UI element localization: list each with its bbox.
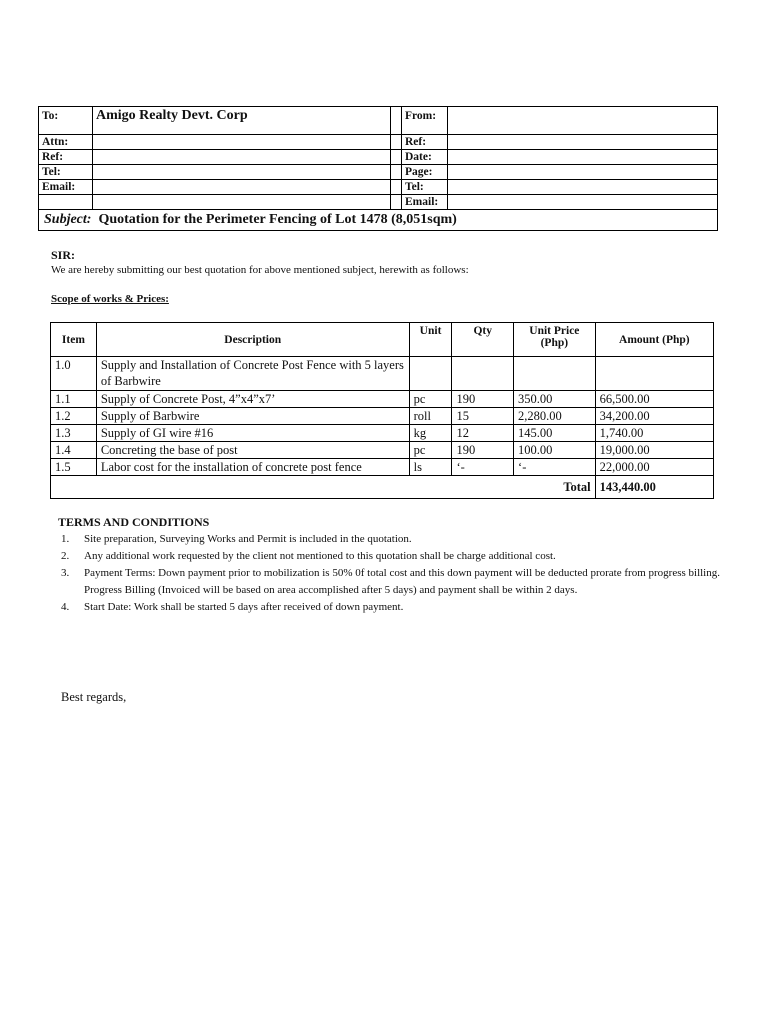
subject-line: Subject: Quotation for the Perimeter Fencing of Lot 1478 (8,051sqm) [39, 210, 718, 231]
col-description-header: Description [96, 323, 409, 357]
terms-list [58, 531, 726, 616]
email-value-left [93, 180, 391, 195]
email-label-right: Email: [402, 195, 448, 210]
tel-value-left [93, 165, 391, 180]
unit-price-cell: 145.00 [514, 425, 596, 442]
to-label: To: [39, 107, 93, 135]
salutation: SIR: [51, 248, 76, 262]
tel-value-right [448, 180, 718, 195]
list-item [58, 565, 726, 599]
item-cell: 1.3 [51, 425, 97, 442]
terms-title: TERMS AND CONDITIONS [58, 515, 210, 529]
from-label: From: [402, 107, 448, 135]
qty-cell: ‘- [452, 459, 514, 476]
tel-label-right: Tel: [402, 180, 448, 195]
intro-text: We are hereby submitting our best quotation for above mentioned subject, herewith as follows: [51, 264, 469, 276]
header-spacer [391, 195, 402, 210]
page-label: Page: [402, 165, 448, 180]
table-row [51, 391, 714, 408]
ref-value-right [448, 135, 718, 150]
attn-value [93, 135, 391, 150]
ref-value-left [93, 150, 391, 165]
item-cell: 1.2 [51, 408, 97, 425]
email-label-left: Email: [39, 180, 93, 195]
header-spacer [391, 180, 402, 195]
amount-cell: 1,740.00 [595, 425, 713, 442]
ref-label-left: Ref: [39, 150, 93, 165]
amount-cell [595, 357, 713, 391]
description-cell: Supply of Concrete Post, 4”x4”x7’ [96, 391, 409, 408]
unit-cell: pc [409, 391, 452, 408]
item-cell: 1.5 [51, 459, 97, 476]
table-header-row [51, 323, 714, 357]
table-row [51, 442, 714, 459]
header-row-email [39, 180, 718, 195]
col-unit-price-header: Unit Price (Php) [514, 323, 596, 357]
scope-title: Scope of works & Prices: [51, 293, 169, 305]
email-value-right [448, 195, 718, 210]
description-cell: Supply and Installation of Concrete Post Fence with 5 layers of Barbwire [96, 357, 409, 391]
unit-price-cell: 2,280.00 [514, 408, 596, 425]
col-qty-header: Qty [452, 323, 514, 357]
attn-label: Attn: [39, 135, 93, 150]
total-label: Total [51, 476, 596, 499]
table-row [51, 357, 714, 391]
header-row-attn [39, 135, 718, 150]
term-text: Site preparation, Surveying Works and Permit is included in the quotation. [84, 533, 412, 545]
term-number: 4. [61, 601, 70, 613]
list-item [58, 548, 726, 565]
unit-cell: pc [409, 442, 452, 459]
table-row [51, 425, 714, 442]
col-amount-header: Amount (Php) [595, 323, 713, 357]
ref-label-right: Ref: [402, 135, 448, 150]
header-spacer [391, 107, 402, 135]
unit-price-cell: ‘- [514, 459, 596, 476]
item-cell: 1.0 [51, 357, 97, 391]
blank-value [93, 195, 391, 210]
list-item [58, 599, 726, 616]
description-cell: Concreting the base of post [96, 442, 409, 459]
term-number: 3. [61, 567, 70, 579]
from-value [448, 107, 718, 135]
description-cell: Supply of GI wire #16 [96, 425, 409, 442]
page-value [448, 165, 718, 180]
amount-cell: 19,000.00 [595, 442, 713, 459]
quotation-header-table [38, 106, 718, 231]
term-text: Payment Terms: Down payment prior to mobilization is 50% 0f total cost and this down payment will be deducted prorate from progress billing. Progress Billing (Invoiced will be based on area accomplished after 5 days) and payment shall be within 2 days. [84, 567, 720, 596]
term-number: 1. [61, 533, 70, 545]
list-item [58, 531, 726, 548]
subject-text: Quotation for the Perimeter Fencing of Lot 1478 (8,051sqm) [98, 212, 457, 227]
header-row-email-right [39, 195, 718, 210]
amount-cell: 34,200.00 [595, 408, 713, 425]
description-cell: Labor cost for the installation of concrete post fence [96, 459, 409, 476]
qty-cell [452, 357, 514, 391]
blank-label [39, 195, 93, 210]
header-spacer [391, 165, 402, 180]
header-spacer [391, 150, 402, 165]
subject-row [39, 210, 718, 231]
col-item-header: Item [51, 323, 97, 357]
subject-label: Subject [44, 212, 87, 227]
amount-cell: 66,500.00 [595, 391, 713, 408]
unit-price-cell: 100.00 [514, 442, 596, 459]
scope-prices-table [50, 322, 714, 499]
qty-cell: 12 [452, 425, 514, 442]
description-cell: Supply of Barbwire [96, 408, 409, 425]
closing-text: Best regards, [61, 690, 127, 704]
header-row-tel [39, 165, 718, 180]
term-text: Start Date: Work shall be started 5 days after received of down payment. [84, 601, 404, 613]
unit-cell [409, 357, 452, 391]
item-cell: 1.4 [51, 442, 97, 459]
table-row [51, 459, 714, 476]
date-label: Date: [402, 150, 448, 165]
tel-label-left: Tel: [39, 165, 93, 180]
total-row [51, 476, 714, 499]
col-unit-header: Unit [409, 323, 452, 357]
to-value: Amigo Realty Devt. Corp [93, 107, 391, 135]
header-spacer [391, 135, 402, 150]
item-cell: 1.1 [51, 391, 97, 408]
term-number: 2. [61, 550, 70, 562]
amount-cell: 22,000.00 [595, 459, 713, 476]
date-value [448, 150, 718, 165]
term-text: Any additional work requested by the client not mentioned to this quotation shall be charge additional cost. [84, 550, 556, 562]
unit-cell: roll [409, 408, 452, 425]
unit-cell: ls [409, 459, 452, 476]
unit-price-cell [514, 357, 596, 391]
total-value: 143,440.00 [595, 476, 713, 499]
header-row-ref [39, 150, 718, 165]
qty-cell: 190 [452, 442, 514, 459]
table-row [51, 408, 714, 425]
header-row-to [39, 107, 718, 135]
qty-cell: 190 [452, 391, 514, 408]
unit-cell: kg [409, 425, 452, 442]
qty-cell: 15 [452, 408, 514, 425]
unit-price-cell: 350.00 [514, 391, 596, 408]
